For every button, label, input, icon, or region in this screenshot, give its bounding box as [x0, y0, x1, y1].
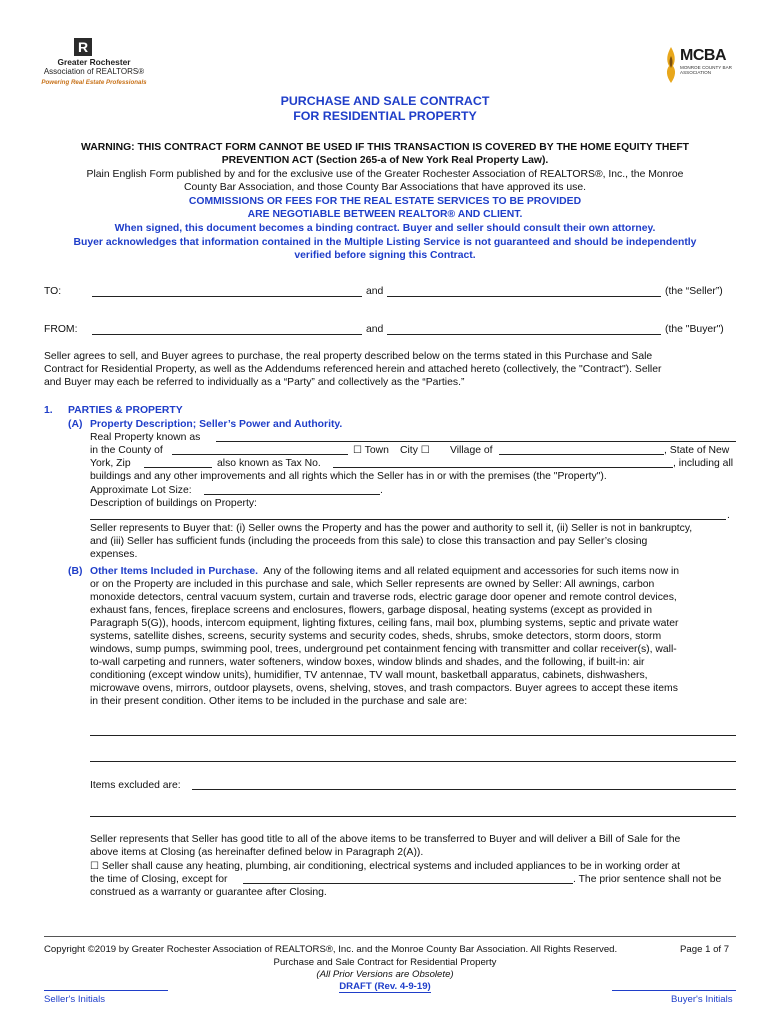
excluded-items-label: Items excluded are: [90, 780, 181, 791]
state-label: , State of New [664, 445, 730, 456]
zip-label: York, Zip [90, 458, 131, 469]
intro-line: Seller agrees to sell, and Buyer agrees to purchase, the real property described below on the terms stated in this Purchase and Sale [44, 351, 653, 362]
subsection-b-first-line [90, 565, 740, 578]
subsection-b-title: Other Items Included in Purchase. [90, 566, 259, 577]
lot-size-period: . [380, 485, 383, 496]
zip-field[interactable] [144, 467, 212, 468]
excluded-items-field-1[interactable] [192, 789, 736, 790]
from-and-label: and [366, 324, 384, 335]
represents-line: Seller represents to Buyer that: (i) Seller owns the Property and has the power and authority to sell it, (ii) Seller is not in bankruptcy, [90, 523, 693, 534]
included-items-line: microwave ovens, mirrors, outdoor playsets, ovens, shelving, stoves, and trash compactors. Buyer agrees to accept these items [90, 683, 678, 694]
including-all-label: , including all [673, 458, 734, 469]
known-as-label: Real Property known as [90, 432, 201, 443]
mls-notice-line2: verified before signing this Contract. [294, 250, 476, 261]
subsection-a-label: (A) [68, 419, 83, 430]
buyer-initials-label: Buyer's Initials [671, 994, 733, 1005]
lot-size-label: Approximate Lot Size: [90, 485, 192, 496]
working-order-line1 [90, 860, 740, 873]
other-items-field-1[interactable] [90, 735, 736, 736]
working-order-except-label: the time of Closing, except for [90, 874, 228, 885]
logo-name-line1: Greater Rochester [57, 57, 131, 67]
included-items-line: conditioning (except window units), humidifier, TV antennae, TV wall mount, basketball apparatus, cabinets, dishwashers, [90, 670, 648, 681]
footer-divider [44, 936, 736, 937]
seller-initials-field[interactable] [44, 990, 168, 991]
tax-no-label: also known as Tax No. [217, 458, 321, 469]
included-items-line: to-wall carpeting and runners, water softeners, window boxes, window blinds and shades, and the following, if built-in: air [90, 657, 645, 668]
warning-line2: PREVENTION ACT (Section 265-a of New York Real Property Law). [221, 155, 549, 166]
description-field[interactable] [90, 519, 726, 520]
buyer-initials-field[interactable] [612, 990, 736, 991]
lot-size-field[interactable] [204, 494, 380, 495]
mcba-logo [664, 44, 740, 88]
binding-contract-notice: When signed, this document becomes a binding contract. Buyer and seller should consult their own attorney. [114, 223, 656, 234]
seller-label: (the “Seller”) [665, 286, 723, 297]
commissions-line1: COMMISSIONS OR FEES FOR THE REAL ESTATE SERVICES TO BE PROVIDED [188, 196, 582, 207]
city-label: City [400, 445, 418, 456]
plain-english-line2: County Bar Association, and those County Bar Associations that have approved its use. [183, 182, 586, 193]
working-order-checkbox[interactable]: ☐ [90, 861, 99, 872]
town-label: Town [364, 445, 389, 456]
seller-name-field-2[interactable] [387, 296, 661, 297]
included-items-line: exhaust fans, fences, fireplace screens and enclosures, flowers, garbage disposal, heating systems (except as provided in [90, 605, 652, 616]
warning-line1: WARNING: THIS CONTRACT FORM CANNOT BE USED IF THIS TRANSACTION IS COVERED BY THE HOME EQUITY THEFT [80, 142, 690, 153]
plain-english-line1: Plain English Form published by and for the exclusive use of the Greater Rochester Association of REALTORS®, Inc., the Monroe [86, 169, 684, 180]
city-checkbox[interactable]: ☐ [420, 445, 430, 456]
intro-line: and Buyer may each be referred to individually as a “Party” and collectively as the “Parties.” [44, 377, 465, 388]
represents-line: expenses. [90, 549, 138, 560]
grar-logo [38, 38, 150, 92]
realtor-r-icon: R [74, 38, 92, 56]
seller-name-field-1[interactable] [92, 296, 362, 297]
intro-paragraph [44, 350, 740, 389]
buyer-name-field-1[interactable] [92, 334, 362, 335]
included-items-line: or on the Property are included in this purchase and sale, which Seller represents are owned by Seller: All awnings, carbon [90, 579, 655, 590]
included-items-line: monoxide detectors, central vacuum system, curtain and traverse rods, electric garage door opener and remote control devices, [90, 592, 677, 603]
mcba-subtitle: MONROE COUNTY BAR ASSOCIATION [680, 65, 732, 75]
working-order-line2-end: . The prior sentence shall not be [573, 874, 722, 885]
page-number: Page 1 of 7 [680, 944, 730, 955]
county-field[interactable] [172, 454, 348, 455]
section-1-title: PARTIES & PROPERTY [68, 405, 183, 416]
from-label: FROM: [44, 324, 78, 335]
to-and-label: and [366, 286, 384, 297]
buyer-name-field-2[interactable] [387, 334, 661, 335]
represents-line: and (iii) Seller has sufficient funds (including the proceeds from this sale) to close this transaction and pay Seller’s closing [90, 536, 648, 547]
draft-revision-text: DRAFT (Rev. 4-9-19) [339, 981, 431, 992]
working-order-line3: construed as a warranty or guarantee after Closing. [90, 887, 327, 898]
draft-revision [30, 980, 740, 993]
town-checkbox[interactable]: ☐ [353, 445, 362, 456]
footer-prior-versions: (All Prior Versions are Obsolete) [316, 969, 454, 980]
working-order-exceptions-field[interactable] [243, 883, 573, 884]
contract-title-line2: FOR RESIDENTIAL PROPERTY [293, 109, 477, 123]
mls-notice-line1: Buyer acknowledges that information contained in the Multiple Listing Service is not guaranteed and should be independently [73, 237, 697, 248]
buildings-text: buildings and any other improvements and all rights which the Seller has in or with the premises (the "Property"). [90, 471, 607, 482]
other-items-field-2[interactable] [90, 761, 736, 762]
county-label: in the County of [90, 445, 163, 456]
commissions-line2: ARE NEGOTIABLE BETWEEN REALTOR® AND CLIENT. [247, 209, 523, 220]
footer-form-name: Purchase and Sale Contract for Residential Property [273, 957, 497, 968]
municipality-field[interactable] [499, 454, 664, 455]
included-items-line: in their present condition. Other items to be included in the purchase and sale are: [90, 696, 468, 707]
good-title-line: Seller represents that Seller has good title to all of the above items to be transferred to Buyer and will deliver a Bill of Sale for the [90, 834, 681, 845]
seller-represents-paragraph [90, 522, 738, 561]
village-label: Village of [450, 445, 493, 456]
buyer-label: (the "Buyer") [665, 324, 724, 335]
section-1-number: 1. [44, 405, 53, 416]
good-title-line: above items at Closing (as hereinafter defined below in Paragraph 2(A)). [90, 847, 424, 858]
town-option[interactable] [353, 444, 389, 457]
excluded-items-field-2[interactable] [90, 816, 736, 817]
included-items-paragraph [90, 578, 740, 708]
included-items-line: systems, satellite dishes, screens, security systems and security codes, sheds, shrubs, smoke detectors, storm doors, storm [90, 631, 662, 642]
description-label: Description of buildings on Property: [90, 498, 257, 509]
logo-tagline: Powering Real Estate Professionals [41, 79, 147, 86]
to-label: TO: [44, 286, 62, 297]
flame-icon [664, 46, 678, 84]
property-address-field[interactable] [216, 441, 736, 442]
included-items-line: Paragraph 5(G)), hoods, intercom equipment, lighting fixtures, ceiling fans, mail box, plumbing systems, septic and private water [90, 618, 679, 629]
contract-title-line1: PURCHASE AND SALE CONTRACT [280, 94, 490, 108]
seller-initials-label: Seller's Initials [44, 994, 106, 1005]
tax-number-field[interactable] [333, 467, 673, 468]
mcba-wordmark: MCBA [680, 47, 726, 64]
subsection-b-label: (B) [68, 566, 83, 577]
included-items-line: windows, sump pumps, swimming pool, trees, underground pet containment fencing with transmitter and collar receiver(s), wall- [90, 644, 677, 655]
subsection-a-title: Property Description; Seller’s Power and Authority. [90, 419, 343, 430]
subsection-b-intro: Any of the following items and all related equipment and accessories for such items now in [263, 566, 680, 577]
intro-line: Contract for Residential Property, as well as the Addendums referenced herein and attached hereto (collectively, the "Contract"). Seller [44, 364, 662, 375]
working-order-text: Seller shall cause any heating, plumbing, air conditioning, electrical systems and included appliances to be in working order at [101, 861, 681, 872]
copyright-notice: Copyright ©2019 by Greater Rochester Association of REALTORS®, Inc. and the Monroe County Bar Association. All Rights Reserved. [44, 944, 618, 955]
logo-name-line2: Association of REALTORS® [43, 67, 145, 76]
description-period: . [727, 510, 730, 521]
good-title-paragraph [90, 833, 740, 859]
city-option[interactable] [400, 444, 430, 457]
